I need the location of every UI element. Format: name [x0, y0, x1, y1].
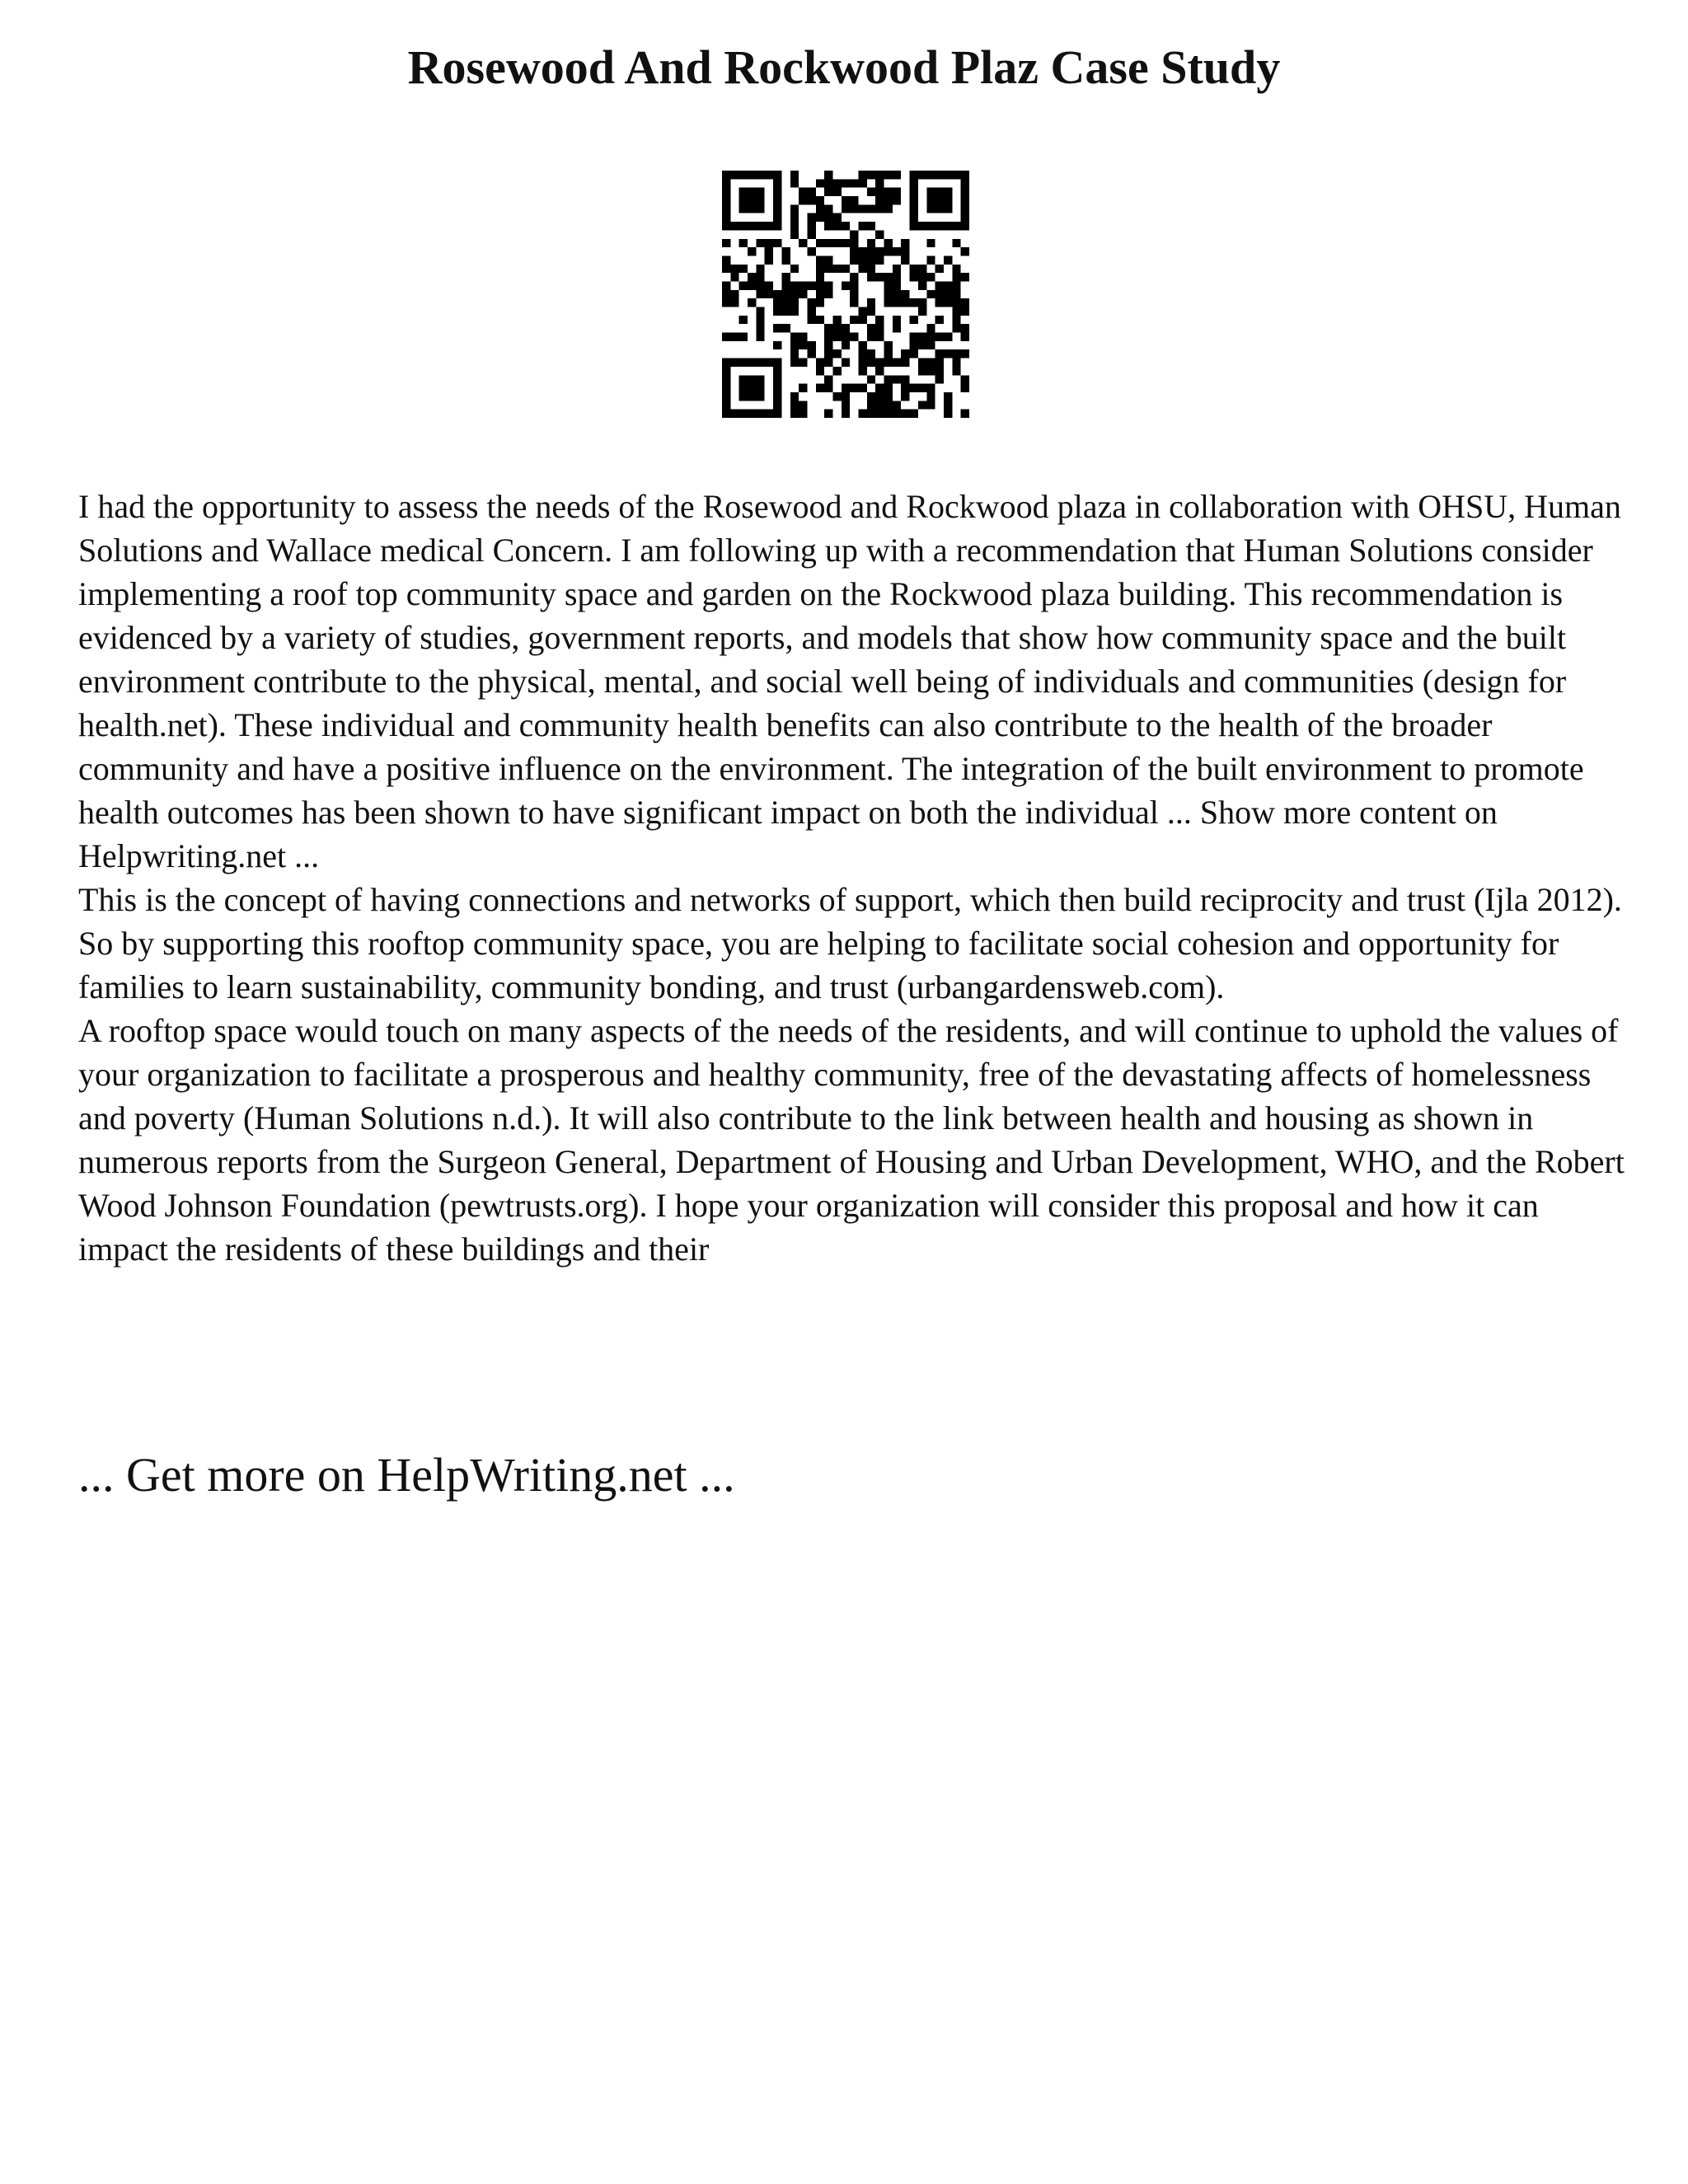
- page-title: Rosewood And Rockwood Plaz Case Study: [407, 40, 1281, 94]
- body-text: [78, 485, 1628, 1271]
- paragraph-3: A rooftop space would touch on many aspects of the needs of the residents, and will continue to uphold the values of your organization to facilitate a prosperous and healthy community, free of the devastating affects of homelessness and poverty (Human Solutions n.d.). It will also contribute to the link between health and housing as shown in numerous reports from the Surgeon General, Department of Housing and Urban Development, WHO, and the Robert Wood Johnson Foundation (pewtrusts.org). I hope your organization will consider this proposal and how it can impact the residents of these buildings and their: [78, 1012, 1625, 1268]
- paragraph-2: This is the concept of having connections and networks of support, which then build reciprocity and trust (Ijla 2012). So by supporting this rooftop community space, you are helping to facilitate social cohesion and opportunity for families to learn sustainability, community bonding, and trust (urbangardensweb.com).: [78, 881, 1622, 1005]
- paragraph-1: I had the opportunity to assess the needs of the Rosewood and Rockwood plaza in collaboration with OHSU, Human Solutions and Wallace medical Concern. I am following up with a recommendation that Human Solutions consider implementing a roof top community space and garden on the Rockwood plaza building. This recommendation is evidenced by a variety of studies, government reports, and models that show how community space and the built environment contribute to the physical, mental, and social well being of individuals and communities (design for health.net). These individual and community health benefits can also contribute to the health of the broader community and have a positive influence on the environment. The integration of the built environment to promote health outcomes has been shown to have significant impact on both the individual ... Show more content on Helpwriting.net ...: [78, 488, 1621, 874]
- qr-code-icon: [722, 171, 969, 418]
- helpwriting-link[interactable]: ... Get more on HelpWriting.net ...: [78, 1448, 735, 1502]
